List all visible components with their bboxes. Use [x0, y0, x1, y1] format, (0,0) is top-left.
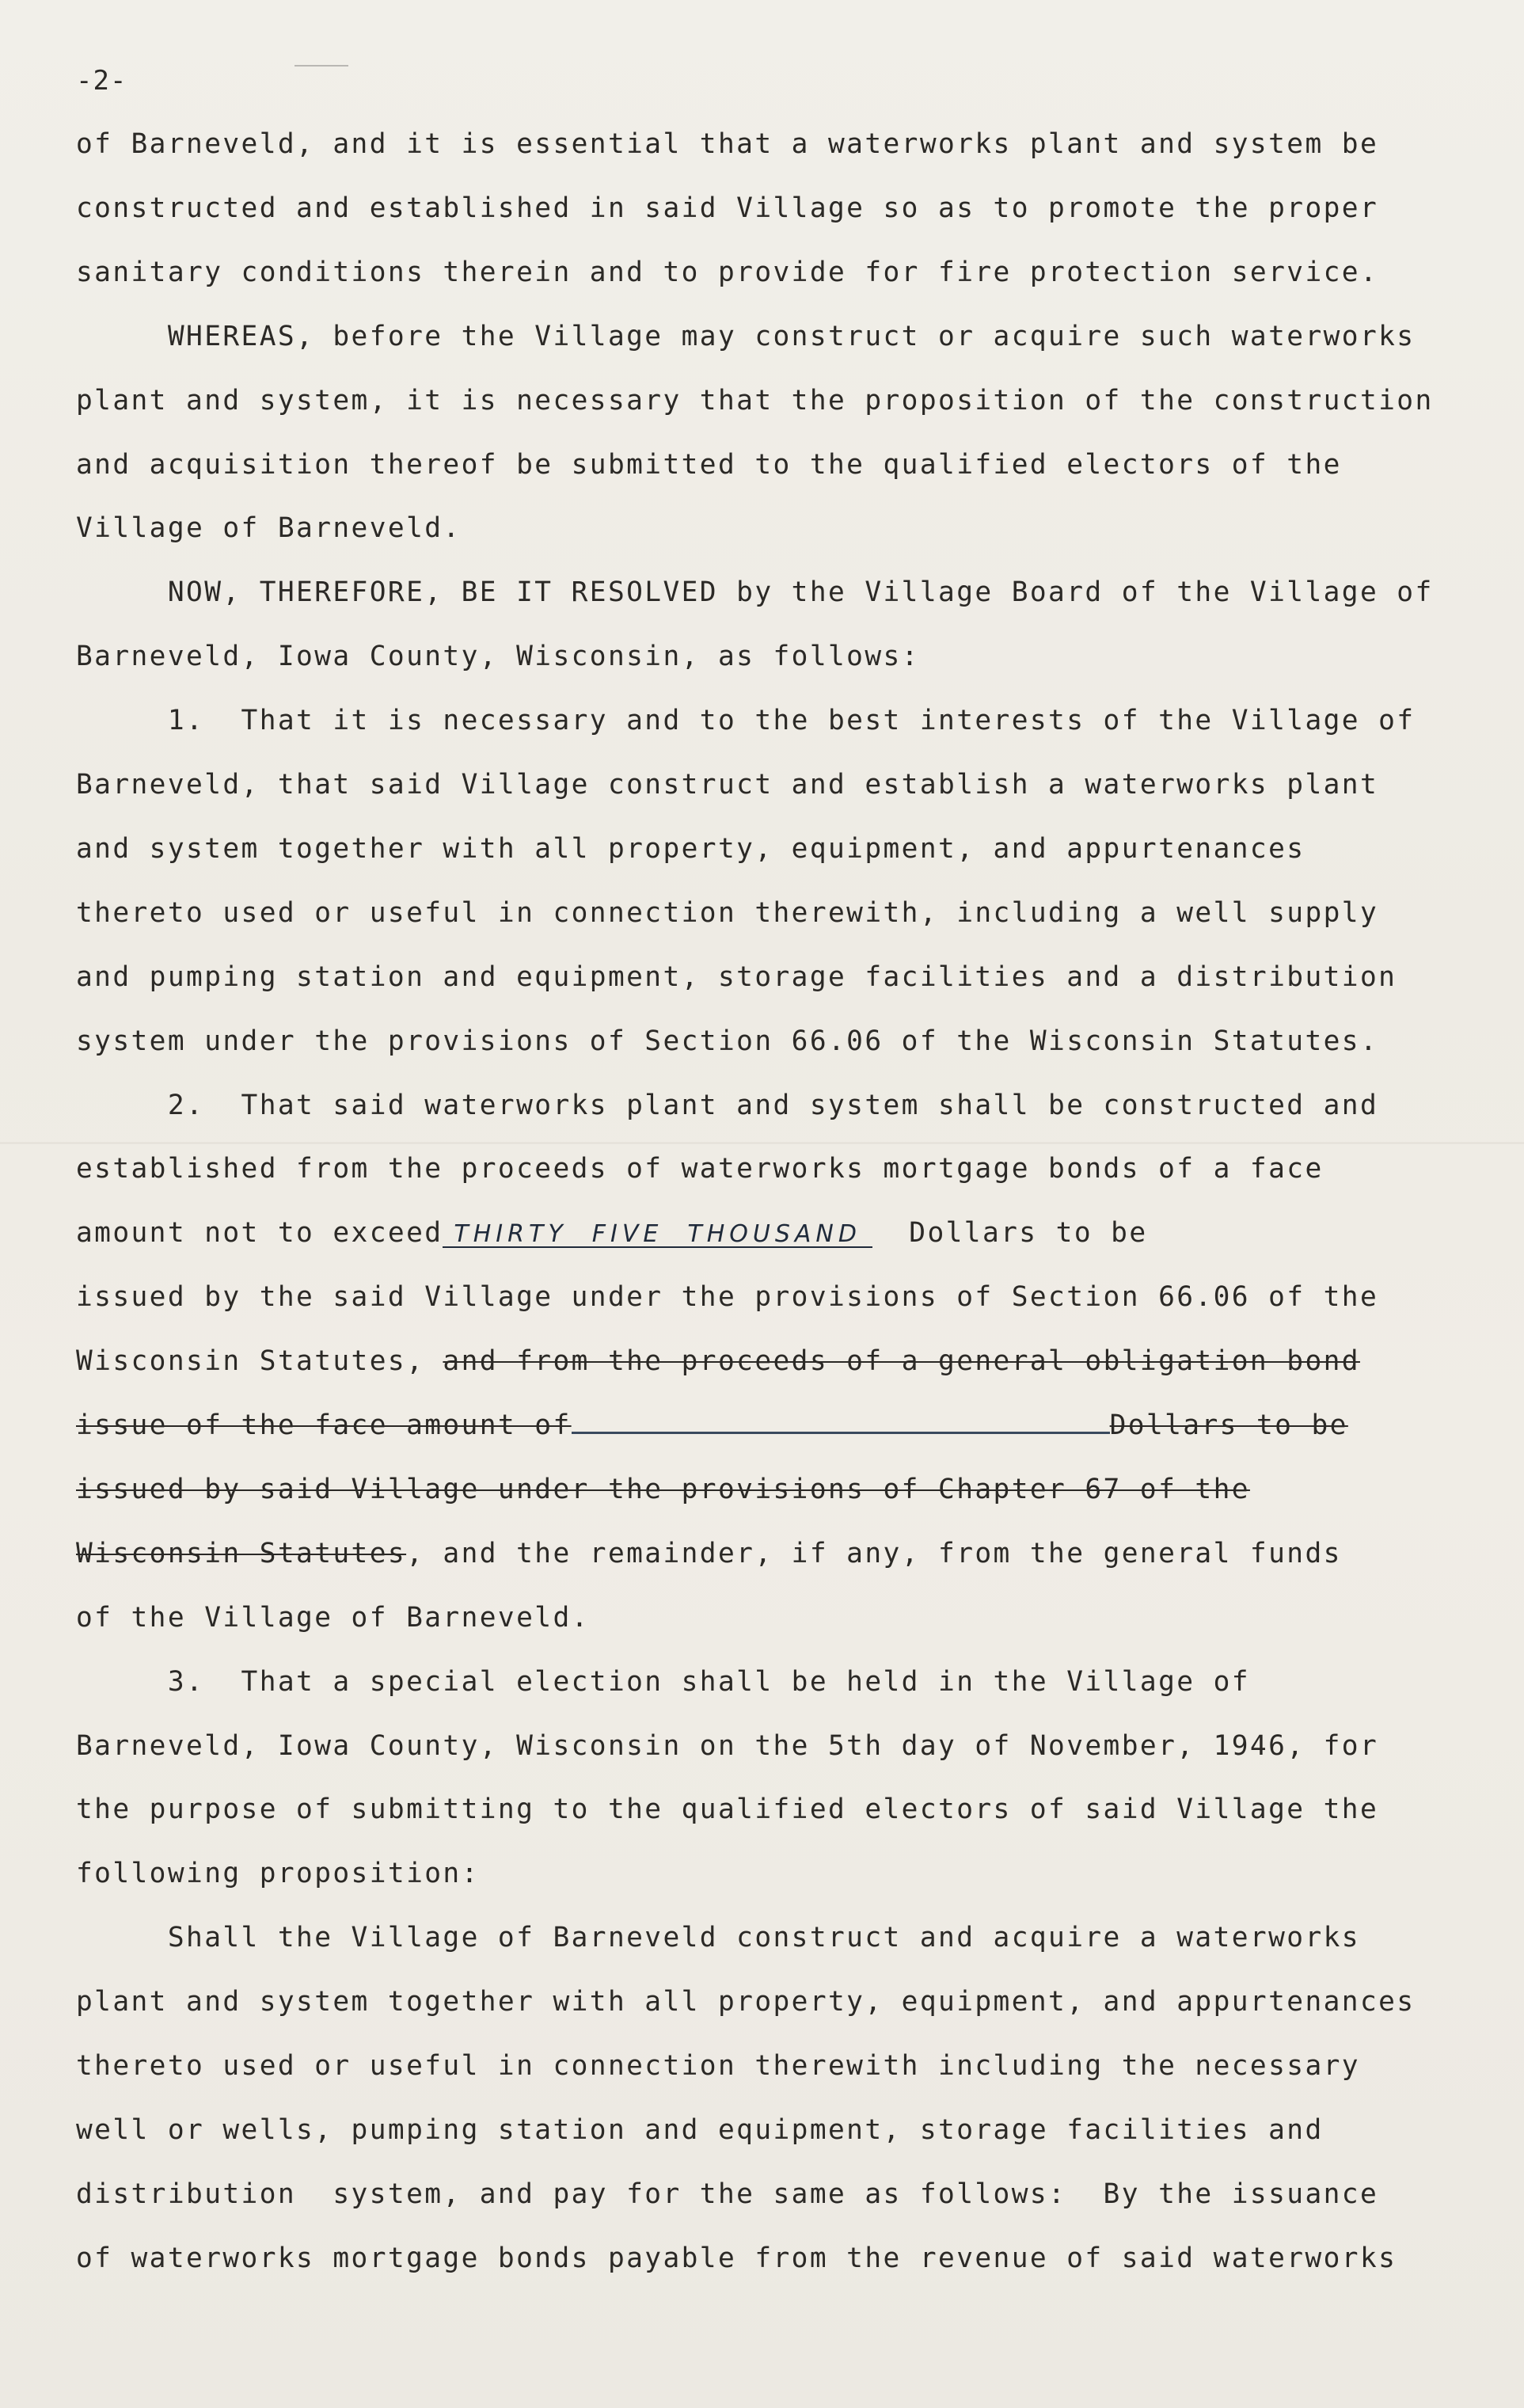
text-line: [76, 576, 1434, 608]
text-line: [76, 1602, 590, 1634]
text-line: [76, 2050, 1360, 2082]
typed-text: well or wells, pumping station and equipment, storage facilities and: [76, 2113, 1324, 2146]
typed-text: Village of Barneveld.: [76, 512, 462, 545]
text-line: [76, 961, 1397, 993]
stray-mark: [295, 65, 348, 67]
text-line: [76, 1090, 1378, 1121]
typed-text: Barneveld, that said Village construct and establish a waterworks plant: [76, 769, 1379, 801]
text-line: [76, 1217, 1148, 1249]
typed-text: NOW, THEREFORE, BE IT RESOLVED by the Village Board of the Village of: [76, 576, 1434, 609]
typed-text: and acquisition thereof be submitted to the qualified electors of the: [76, 448, 1342, 481]
typed-text: distribution system, and pay for the same as follows: By the issuance: [76, 2178, 1379, 2210]
text-line: [76, 192, 1378, 224]
typed-text: following proposition:: [76, 1858, 480, 1890]
text-line: [76, 1730, 1378, 1762]
struck-text: Dollars to be: [1109, 1409, 1348, 1441]
text-line: [76, 705, 1415, 736]
typed-text: constructed and established in said Village so as to promote the proper: [76, 192, 1379, 224]
struck-text: issued by said Village under the provisions of Chapter 67 of the: [76, 1473, 1250, 1505]
paper-fold: [0, 1142, 1524, 1144]
typed-text: sanitary conditions therein and to provide for fire protection service.: [76, 256, 1379, 288]
typed-text: thereto used or useful in connection therewith, including a well supply: [76, 896, 1379, 929]
text-line: [76, 257, 1378, 288]
typed-text: of waterworks mortgage bonds payable from the revenue of said waterworks: [76, 2242, 1397, 2274]
typed-text: issued by the said Village under the provisions of Section 66.06 of the: [76, 1281, 1379, 1314]
typed-text: established from the proceeds of waterworks mortgage bonds of a face: [76, 1153, 1324, 1185]
text-line: [76, 1666, 1250, 1698]
text-line: [76, 1922, 1360, 1953]
text-line: [76, 1474, 1250, 1505]
text-line: [76, 1409, 1348, 1441]
text-line: [76, 449, 1342, 481]
text-line: [76, 833, 1305, 865]
text-line: [76, 385, 1434, 417]
text-line: [76, 1986, 1415, 2018]
text-line: [76, 2114, 1324, 2146]
text-line: [76, 1858, 480, 1889]
page-number: -2-: [76, 65, 127, 97]
typed-text: Barneveld, Iowa County, Wisconsin on the 5th day of November, 1946, for: [76, 1729, 1379, 1762]
typed-text: and pumping station and equipment, storage facilities and a distribution: [76, 961, 1397, 993]
typed-text: Wisconsin Statutes,: [76, 1345, 443, 1378]
text-line: [76, 1025, 1378, 1057]
typed-text: 3. That a special election shall be held in the Village of: [76, 1665, 1250, 1698]
typed-text: Barneveld, Iowa County, Wisconsin, as follows:: [76, 641, 920, 673]
typed-text: Shall the Village of Barneveld construct and acquire a waterworks: [76, 1922, 1360, 1954]
struck-text: issue of the face amount of: [76, 1409, 572, 1441]
text-line: [76, 641, 920, 672]
text-line: [76, 512, 462, 544]
typed-text: the purpose of submitting to the qualified electors of said Village the: [76, 1794, 1379, 1826]
typed-text: WHEREAS, before the Village may construct or acquire such waterworks: [76, 320, 1416, 352]
text-line: [76, 321, 1415, 352]
typed-text: system under the provisions of Section 66.06 of the Wisconsin Statutes.: [76, 1025, 1379, 1057]
typed-text: thereto used or useful in connection therewith including the necessary: [76, 2050, 1360, 2082]
text-line: [76, 769, 1378, 801]
text-line: [76, 1281, 1378, 1313]
text-line: [76, 2178, 1378, 2210]
typed-text: and system together with all property, equipment, and appurtenances: [76, 832, 1305, 865]
typed-text: 2. That said waterworks plant and system shall be constructed and: [76, 1089, 1379, 1121]
typed-text: amount not to exceed: [76, 1217, 443, 1250]
struck-text: Wisconsin Statutes: [76, 1537, 407, 1569]
text-line: [76, 1153, 1324, 1185]
struck-text: and from the proceeds of a general obligation bond: [443, 1345, 1360, 1378]
text-line: [76, 1538, 1342, 1569]
typed-text: Dollars to be: [872, 1217, 1148, 1250]
typed-text: 1. That it is necessary and to the best interests of the Village of: [76, 705, 1416, 737]
text-line: [76, 1794, 1378, 1825]
handwritten-amount: THIRTY FIVE THOUSAND: [443, 1223, 872, 1248]
typed-text: , and the remainder, if any, from the general funds: [406, 1537, 1342, 1569]
text-line: [76, 128, 1378, 160]
typed-text: of Barneveld, and it is essential that a waterworks plant and system be: [76, 128, 1379, 160]
typed-text: plant and system together with all property, equipment, and appurtenances: [76, 1986, 1416, 2018]
blank-fill-line: [572, 1413, 1110, 1434]
text-line: [76, 1345, 1360, 1377]
text-line: [76, 2243, 1397, 2274]
typed-text: plant and system, it is necessary that the proposition of the construction: [76, 384, 1434, 417]
text-line: [76, 897, 1378, 929]
typed-text: of the Village of Barneveld.: [76, 1601, 590, 1634]
